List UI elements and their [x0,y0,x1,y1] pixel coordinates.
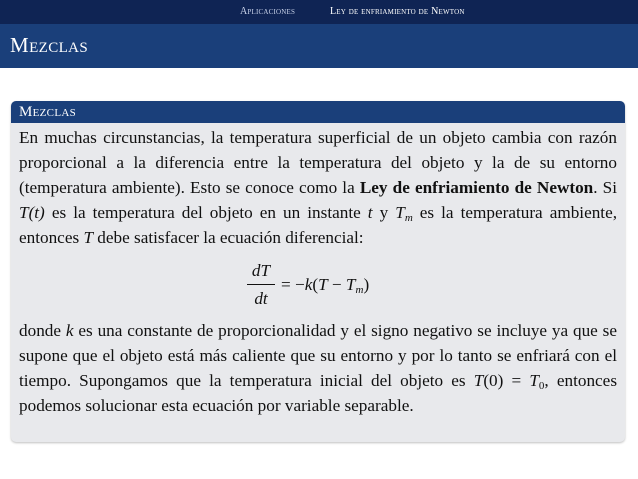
text-run: es la temperatura ambiente, entonces [19,203,618,247]
block-body [11,123,625,418]
differential-equation [19,252,617,318]
frame-title-bar [0,24,638,68]
text-run: es la temperatura del objeto en un instante [44,203,368,222]
math-symbol: T [473,371,484,390]
text-run: . Si [593,178,617,197]
math-operator: − [327,275,346,294]
text-run: debe satisfacer la ecuación diferencial: [93,228,364,247]
fraction-numerator: dT [251,261,271,280]
fraction-bar [247,284,275,285]
math-symbol: T [529,371,539,390]
text-run: y [372,203,396,222]
math-subscript: m [355,284,364,296]
math-symbol: T [19,203,29,222]
paragraph-explanation [19,318,617,418]
math-symbol: t [367,203,373,222]
text-run: es una constante de proporcionalidad y el signo negativo se incluye ya que se supone que el objeto está más caliente que su entorno y por lo tanto se enfriará con el tiempo. Supongamos que la temperatura inicial del objeto es [19,321,617,390]
math-subscript: 0 [538,380,545,392]
text-run: donde [19,321,66,340]
math-symbol: T [345,275,356,294]
content-block [11,101,625,442]
text-run: , entonces podemos solucionar esta ecuación por variable separable. [19,371,618,415]
math-operator: ( [312,275,319,294]
block-title: Mezclas [11,101,625,123]
fraction [247,258,275,311]
math-operator: = − [281,275,305,294]
math-symbol: T [83,228,93,247]
nav-section-aplicaciones[interactable]: Aplicaciones [240,6,296,17]
math-symbol: T [318,275,328,294]
equation-right-side [281,272,369,297]
law-name-bold: Ley de enfriamiento de Newton [359,178,594,197]
paragraph-intro [19,125,617,250]
math-subscript: m [404,212,413,224]
math-symbol: (t) [28,203,45,222]
math-symbol: T [395,203,405,222]
math-symbol: k [65,321,74,340]
math-symbol: k [304,275,313,294]
math-operator: (0) = [483,371,530,390]
navigation-bar [0,0,638,24]
text-run: En muchas circunstancias, la temperatura superficial de un objeto cambia con razón proporcional a la diferencia entre la temperatura del objeto y la de su entorno (temperatura ambiente). Esto se conoce como la [19,128,617,197]
math-operator: ) [363,275,370,294]
fraction-denominator: dt [254,289,268,308]
frame-title: Mezclas [10,33,89,57]
nav-subsection-ley-de-enfriamiento[interactable]: Ley de enfriamiento de Newton [330,6,465,17]
